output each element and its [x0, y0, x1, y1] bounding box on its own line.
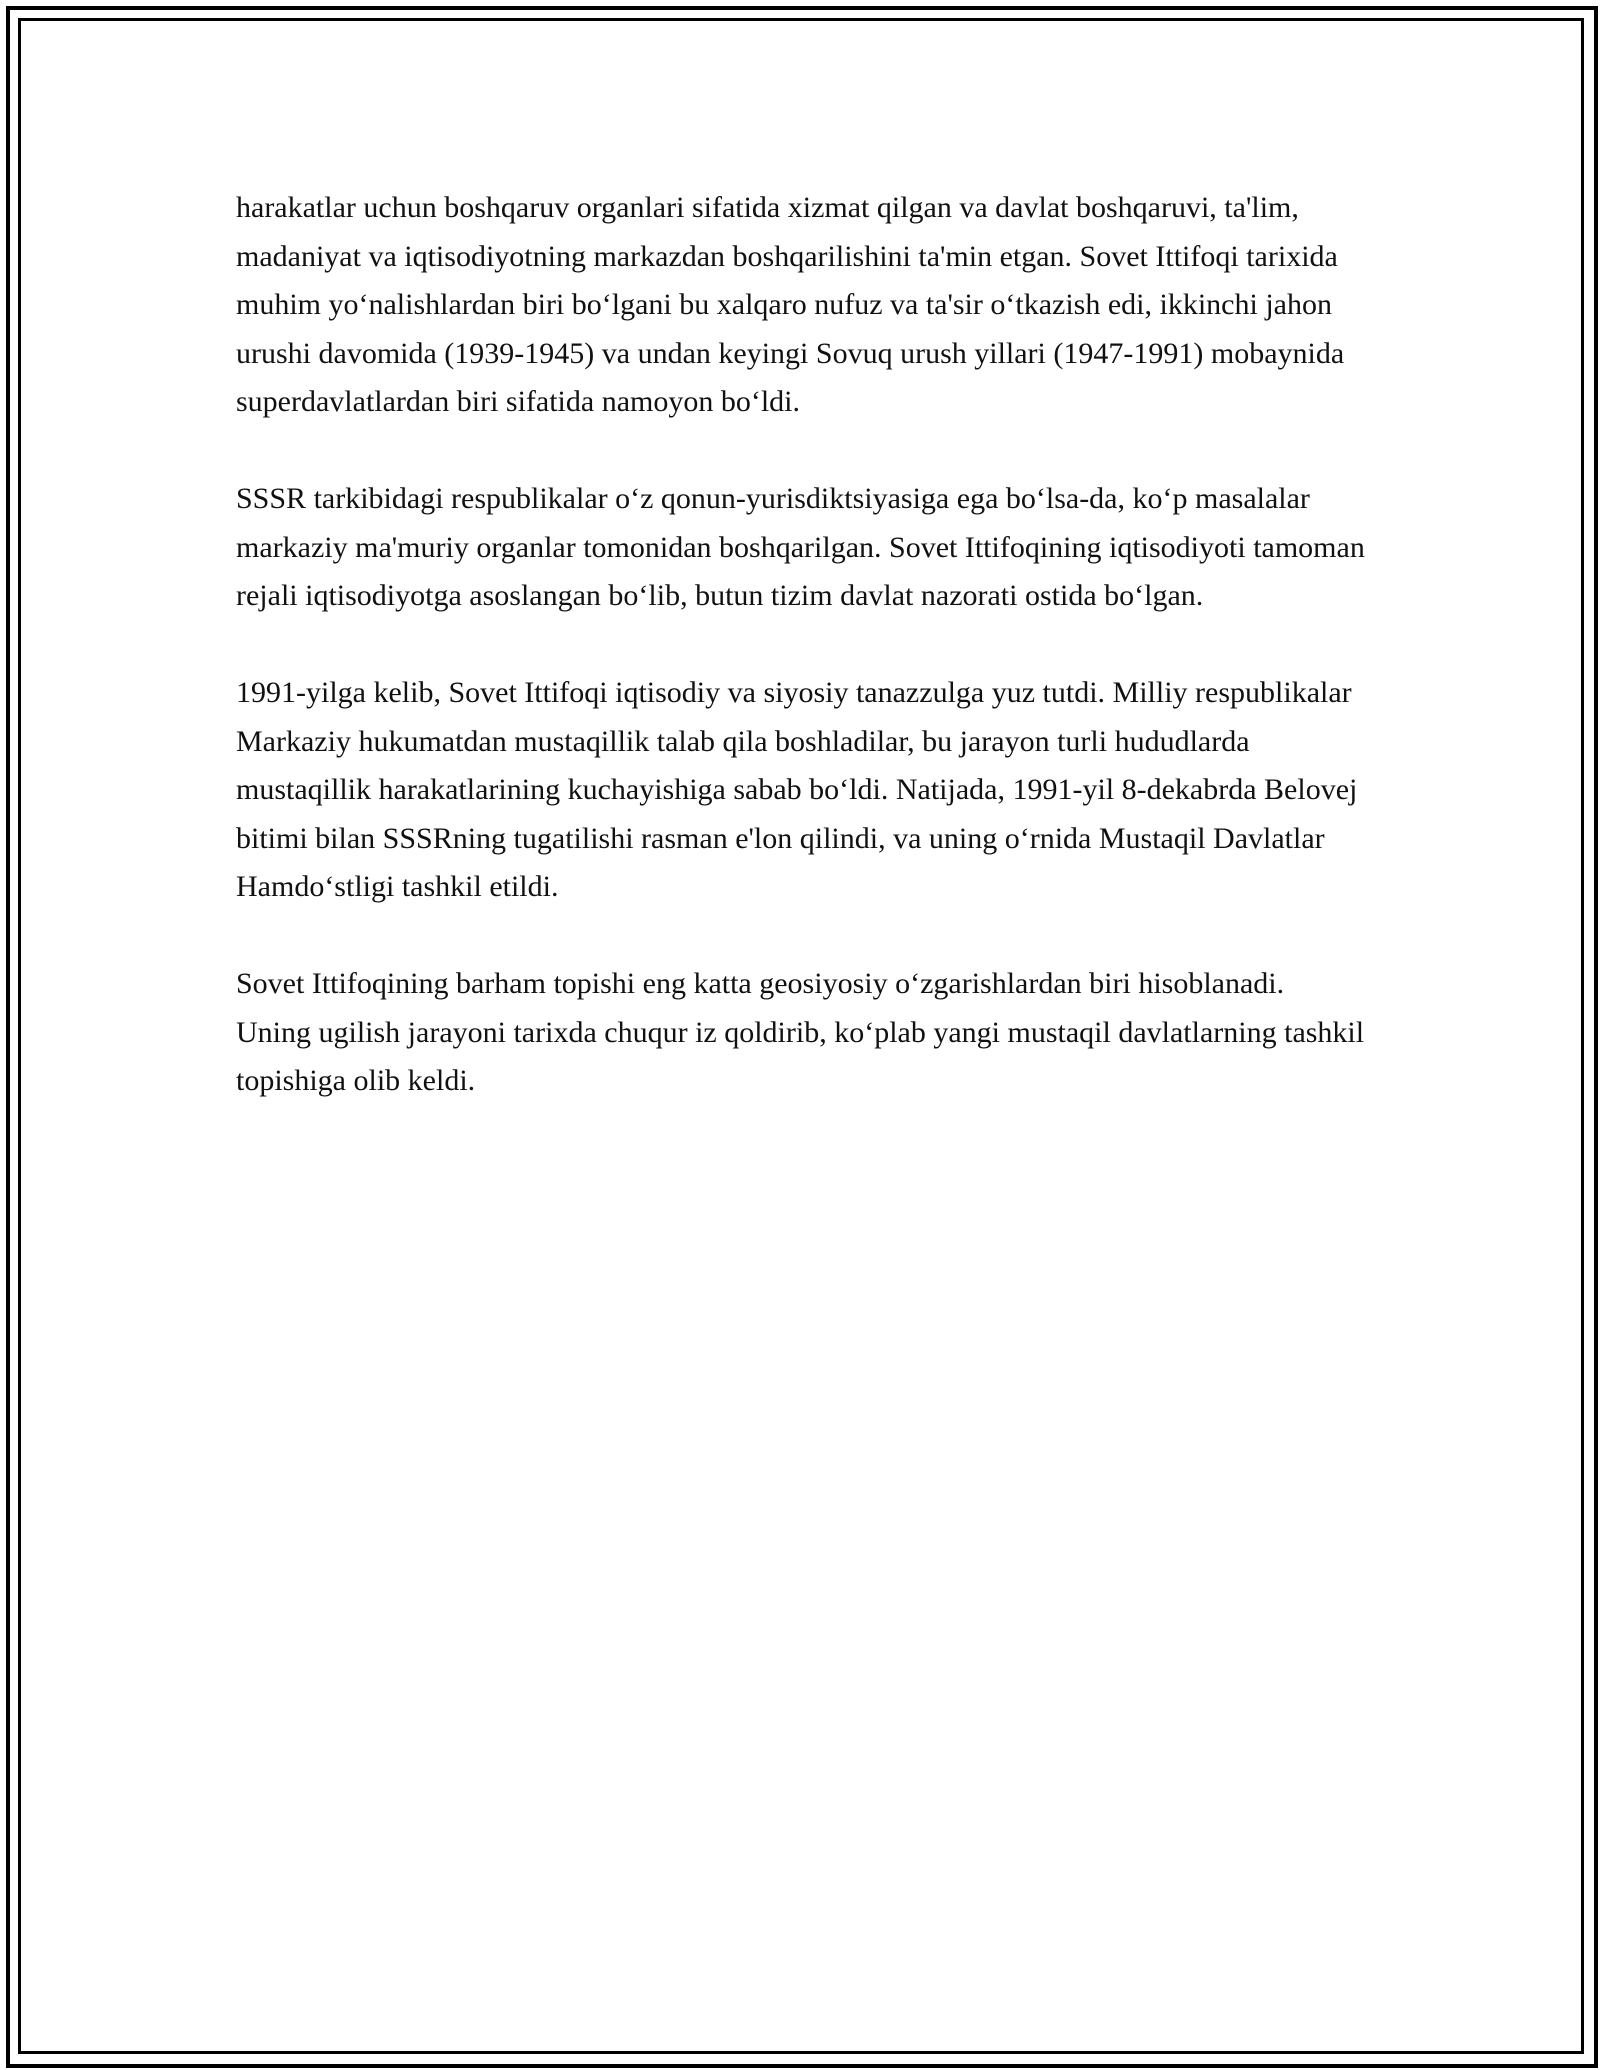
paragraph-3: 1991-yilga kelib, Sovet Ittifoqi iqtisodiy va siyosiy tanazzulga yuz tutdi. Milliy respublikalar Markaziy hukumatdan mustaqillik talab qila boshladilar, bu jarayon turli hududlarda mustaqillik harakatlarining kuchayishiga sabab bo‘ldi. Natijada, 1991-yil 8-dekabrda Belovej bitimi bilan SSSRning tugatilishi rasman e'lon qilindi, va uning o‘rnida Mustaqil Davlatlar Hamdo‘stligi tashkil etildi. — [236, 676, 1358, 903]
paragraph-2: SSSR tarkibidagi respublikalar o‘z qonun-yurisdiktsiyasiga ega bo‘lsa-da, ko‘p masalalar markaziy ma'muriy organlar tomonidan boshqarilgan. Sovet Ittifoqining iqtisodiyoti tamoman rejali iqtisodiyotga asoslangan bo‘lib, butun tizim davlat nazorati ostida bo‘lgan. — [236, 482, 1365, 612]
paragraph-1: harakatlar uchun boshqaruv organlari sifatida xizmat qilgan va davlat boshqaruvi, ta'lim, madaniyat va iqtisodiyotning markazdan boshqarilishini ta'min etgan. Sovet Ittifoqi tarixida muhim yo‘nalishlardan biri bo‘lgani bu xalqaro nufuz va ta'sir o‘tkazish edi, ikkinchi jahon urushi davomida (1939-1945) va undan keyingi Sovuq urush yillari (1947-1991) mobaynida superdavlatlardan biri sifatida namoyon bo‘ldi. — [236, 191, 1345, 418]
paragraph-4: Sovet Ittifoqining barham topishi eng katta geosiyosiy o‘zgarishlardan biri hisoblanadi. Uning ugilish jarayoni tarixda chuqur iz qoldirib, ko‘plab yangi mustaqil davlatlarning tashkil topishiga olib keldi. — [236, 967, 1365, 1097]
document-body — [236, 184, 1366, 1154]
